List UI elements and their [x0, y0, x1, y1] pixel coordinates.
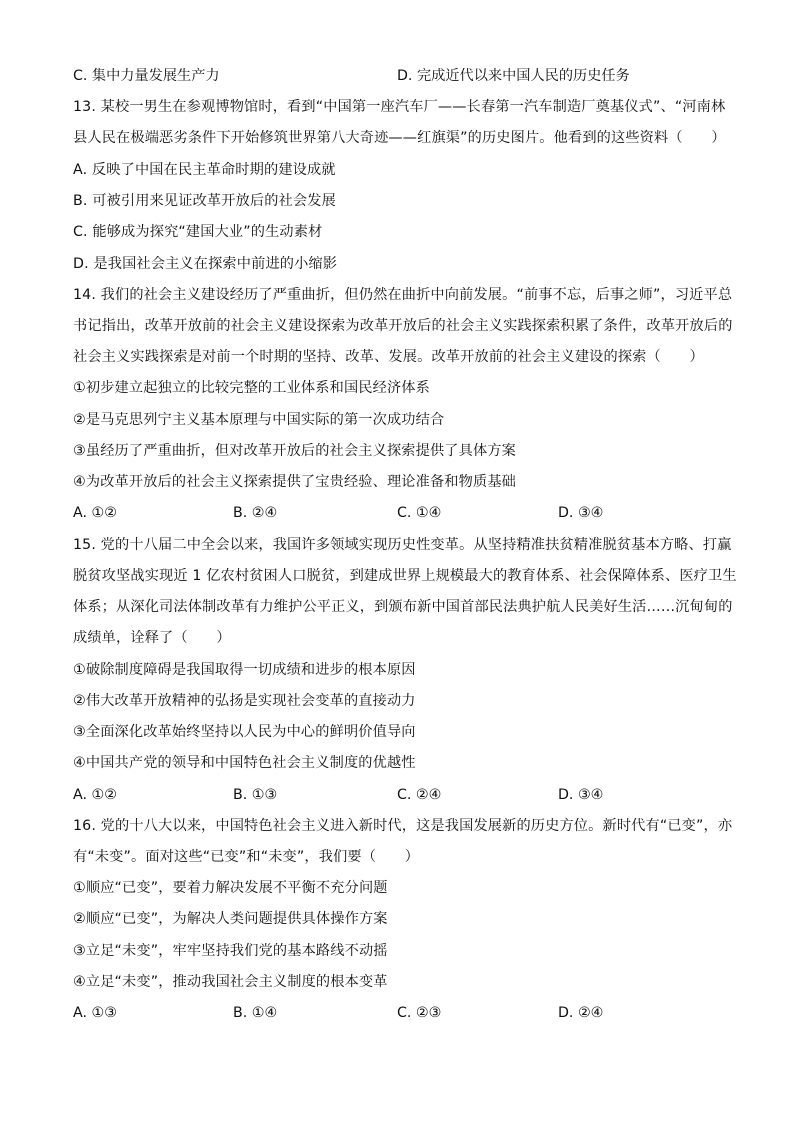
q14-statement-3: ③虽经历了严重曲折，但对改革开放后的社会主义探索提供了具体方案 [73, 443, 516, 459]
q15-statement-3: ③全面深化改革始终坚持以人民为中心的鲜明价值导向 [73, 724, 416, 740]
q15-stem-line-3: 体系；从深化司法体制改革有力维护公平正义，到颁布新中国首部民法典护航人民美好生活……沉甸甸的 [73, 599, 733, 615]
q14-stem-line-3: 社会主义实践探索是对前一个时期的坚持、改革、发展。改革开放前的社会主义建设的探索（ ） [73, 349, 704, 365]
q14-options [73, 503, 733, 523]
q13-option-b[interactable]: B. 可被引用来见证改革开放后的社会发展 [73, 193, 336, 209]
q14-stem-line-2: 书记指出，改革开放前的社会主义建设探索为改革开放后的社会主义实践探索积累了条件，改革开放后的 [73, 318, 733, 334]
q15-option-c[interactable]: C. ②④ [397, 787, 442, 803]
q12-option-d[interactable]: D. 完成近代以来中国人民的历史任务 [397, 68, 630, 84]
q13-stem-line-1: 13. 某校一男生在参观博物馆时，看到“中国第一座汽车厂——长春第一汽车制造厂奠基仪式”、“河南林 [73, 99, 726, 115]
q15-option-d[interactable]: D. ③④ [558, 787, 604, 803]
q15-options [73, 785, 733, 805]
q13-option-a[interactable]: A. 反映了中国在民主革命时期的建设成就 [73, 162, 336, 178]
q16-stem-line-2: 有“未变”。面对这些“已变”和“未变”，我们要（ ） [73, 849, 420, 865]
q14-option-c[interactable]: C. ①④ [397, 505, 442, 521]
q12-options-cd [73, 66, 733, 86]
q14-option-a[interactable]: A. ①② [73, 505, 117, 521]
q15-stem-line-4: 成绩单，诠释了（ ） [73, 630, 231, 646]
q14-statement-1: ①初步建立起独立的比较完整的工业体系和国民经济体系 [73, 380, 430, 396]
q16-stem-line-1: 16. 党的十八大以来，中国特色社会主义进入新时代，这是我国发展新的历史方位。新时代有“已变”，亦 [73, 818, 733, 834]
q15-statement-1: ①破除制度障碍是我国取得一切成绩和进步的根本原因 [73, 662, 416, 678]
q16-options [73, 1003, 733, 1023]
q16-statement-1: ①顺应“已变”，要着力解决发展不平衡不充分问题 [73, 880, 388, 896]
q14-statement-2: ②是马克思列宁主义基本原理与中国实际的第一次成功结合 [73, 412, 445, 428]
q15-statement-4: ④中国共产党的领导和中国特色社会主义制度的优越性 [73, 755, 416, 771]
q16-statement-2: ②顺应“已变”，为解决人类问题提供具体操作方案 [73, 911, 388, 927]
q16-statement-3: ③立足“未变”，牢牢坚持我们党的基本路线不动摇 [73, 943, 388, 959]
q13-stem-line-2: 县人民在极端恶劣条件下开始修筑世界第八大奇迹——红旗渠”的历史图片。他看到的这些资料（ ） [73, 130, 726, 146]
q15-option-a[interactable]: A. ①② [73, 787, 117, 803]
q15-stem-line-1: 15. 党的十八届二中全会以来，我国许多领域实现历史性变革。从坚持精准扶贫精准脱贫基本方略、打赢 [73, 537, 732, 553]
q16-option-c[interactable]: C. ②③ [397, 1005, 442, 1021]
q12-option-c[interactable]: C. 集中力量发展生产力 [73, 68, 220, 84]
q16-option-b[interactable]: B. ①④ [233, 1005, 278, 1021]
q15-statement-2: ②伟大改革开放精神的弘扬是实现社会变革的直接动力 [73, 693, 416, 709]
q16-option-a[interactable]: A. ①③ [73, 1005, 117, 1021]
q13-option-c[interactable]: C. 能够成为探究“建国大业”的生动素材 [73, 224, 323, 240]
q14-statement-4: ④为改革开放后的社会主义探索提供了宝贵经验、理论准备和物质基础 [73, 474, 516, 490]
q14-stem-line-1: 14. 我们的社会主义建设经历了严重曲折，但仍然在曲折中向前发展。“前事不忘，后事之师”，习近平总 [73, 287, 733, 303]
q14-option-d[interactable]: D. ③④ [558, 505, 604, 521]
q13-option-d[interactable]: D. 是我国社会主义在探索中前进的小缩影 [73, 256, 338, 272]
q15-stem-line-2: 脱贫攻坚战实现近 1 亿农村贫困人口脱贫，到建成世界上规模最大的教育体系、社会保障体系、医疗卫生 [73, 568, 737, 584]
q14-option-b[interactable]: B. ②④ [233, 505, 278, 521]
q16-option-d[interactable]: D. ②④ [558, 1005, 604, 1021]
q15-option-b[interactable]: B. ①③ [233, 787, 278, 803]
q16-statement-4: ④立足“未变”，推动我国社会主义制度的根本变革 [73, 974, 388, 990]
